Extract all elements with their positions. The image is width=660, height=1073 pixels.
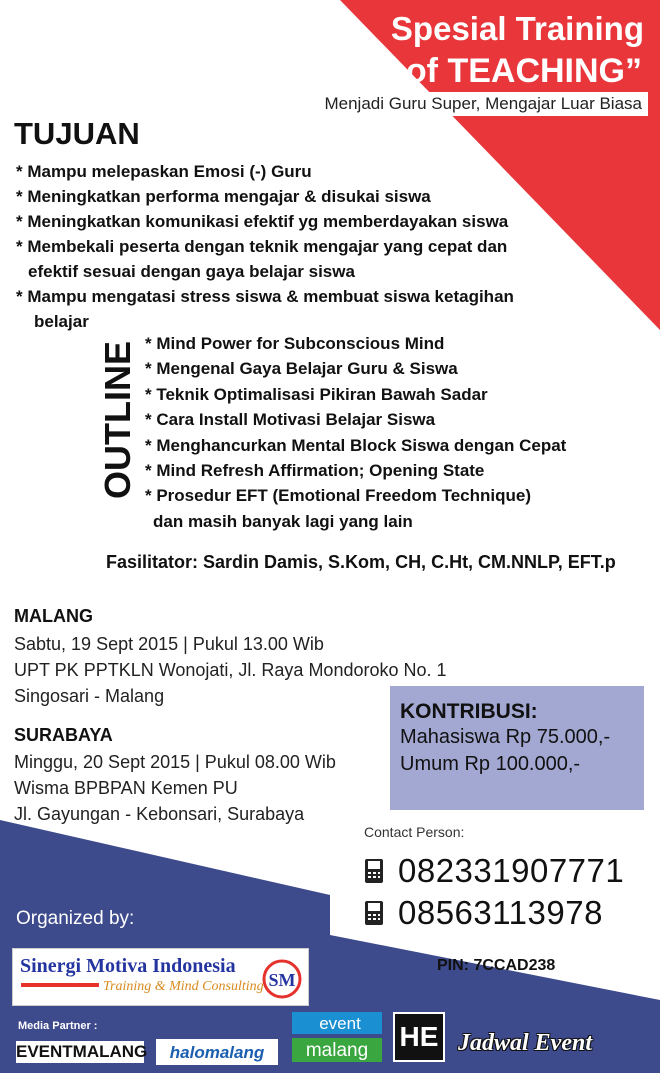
event-malang-logo [292,1012,382,1062]
outline-item: dan masih banyak lagi yang lain [153,511,413,531]
he-logo [393,1012,445,1062]
surabaya-info [14,749,336,827]
title-line-1: Spesial Training [390,10,644,47]
contact-label: Contact Person: [364,824,465,840]
organized-label: Organized by: [16,908,135,929]
phone-icon [364,900,384,926]
malang-area: Singosari - Malang [14,686,165,706]
tujuan-heading: TUJUAN [14,116,140,151]
sm-logo-icon [262,959,302,999]
tujuan-list [16,159,514,334]
malang-info [14,631,447,709]
outline-item: * Menghancurkan Mental Block Siswa dengan Cepat [145,435,567,455]
media-partner-label: Media Partner : [18,1020,98,1032]
malang-date: Sabtu, 19 Sept 2015 | Pukul 13.00 Wib [14,634,324,654]
halomalang-text: halomalang [169,1043,265,1062]
phone-row-2 [364,894,603,932]
outline-list [145,331,566,534]
phone-row-1 [364,852,624,890]
outline-heading-text: OUTLINE [97,341,138,499]
bbm-pin: PIN: 7CCAD238 [437,957,556,974]
kontribusi-title: KONTRIBUSI: [400,700,538,723]
halomalang-logo [156,1039,278,1065]
tujuan-item: * Meningkatkan performa mengajar & disukai siswa [16,187,431,206]
organizer-logo [12,948,309,1006]
outline-item: * Mind Power for Subconscious Mind [145,334,445,353]
organizer-name: Sinergi Motiva Indonesia [20,955,236,977]
price-umum: Umum Rp 100.000,- [400,753,581,775]
event-logo-text: event [319,1014,361,1033]
sm-logo-text: SM [268,970,296,990]
tujuan-item: * Meningkatkan komunikasi efektif yg memberdayakan siswa [16,212,509,231]
eventmalang-logo: EVENTMALANG [16,1042,148,1061]
malang-venue: UPT PK PPTKLN Wonojati, Jl. Raya Mondoroko No. 1 [14,660,447,680]
surabaya-city: SURABAYA [14,725,113,745]
title-line-2: “MIRACLE of TEACHING” [224,52,642,90]
tujuan-item: * Mampu melepaskan Emosi (-) Guru [16,162,312,181]
outline-item: * Cara Install Motivasi Belajar Siswa [145,410,436,430]
surabaya-date: Minggu, 20 Sept 2015 | Pukul 08.00 Wib [14,752,336,772]
tujuan-item: * Mampu mengatasi stress siswa & membuat siswa ketagihan [16,287,514,306]
tujuan-item: * Membekali peserta dengan teknik mengajar yang cepat dan [16,237,508,256]
surabaya-address: Jl. Gayungan - Kebonsari, Surabaya [14,804,305,824]
organizer-tagline: Training & Mind Consulting [103,979,264,994]
fasilitator: Fasilitator: Sardin Damis, S.Kom, CH, C.Ht, CM.NNLP, EFT.p [106,552,616,572]
malang-logo-text: malang [305,1040,369,1061]
outline-item: * Mind Refresh Affirmation; Opening State [145,461,485,481]
subtitle: Menjadi Guru Super, Mengajar Luar Biasa [318,92,648,116]
surabaya-venue: Wisma BPBPAN Kemen PU [14,778,238,798]
jadwal-event-logo: Jadwal Event [458,1030,593,1056]
organizer-bar [21,983,99,987]
tujuan-item: efektif sesuai dengan gaya belajar siswa [28,262,355,281]
outline-item: * Mengenal Gaya Belajar Guru & Siswa [145,359,458,379]
outline-item: * Prosedur EFT (Emotional Freedom Technique) [145,486,532,506]
malang-city: MALANG [14,606,93,626]
phone-icon [364,858,384,884]
tujuan-item: belajar [34,312,89,331]
outline-heading [92,340,142,500]
price-mahasiswa: Mahasiswa Rp 75.000,- [400,726,611,748]
kontribusi-box [390,686,644,810]
phone-number-1[interactable]: 082331907771 [398,852,625,889]
phone-number-2[interactable]: 08563113978 [398,894,603,931]
outline-item: * Teknik Optimalisasi Pikiran Bawah Sadar [145,384,488,404]
he-logo-text: HE [395,1014,443,1060]
